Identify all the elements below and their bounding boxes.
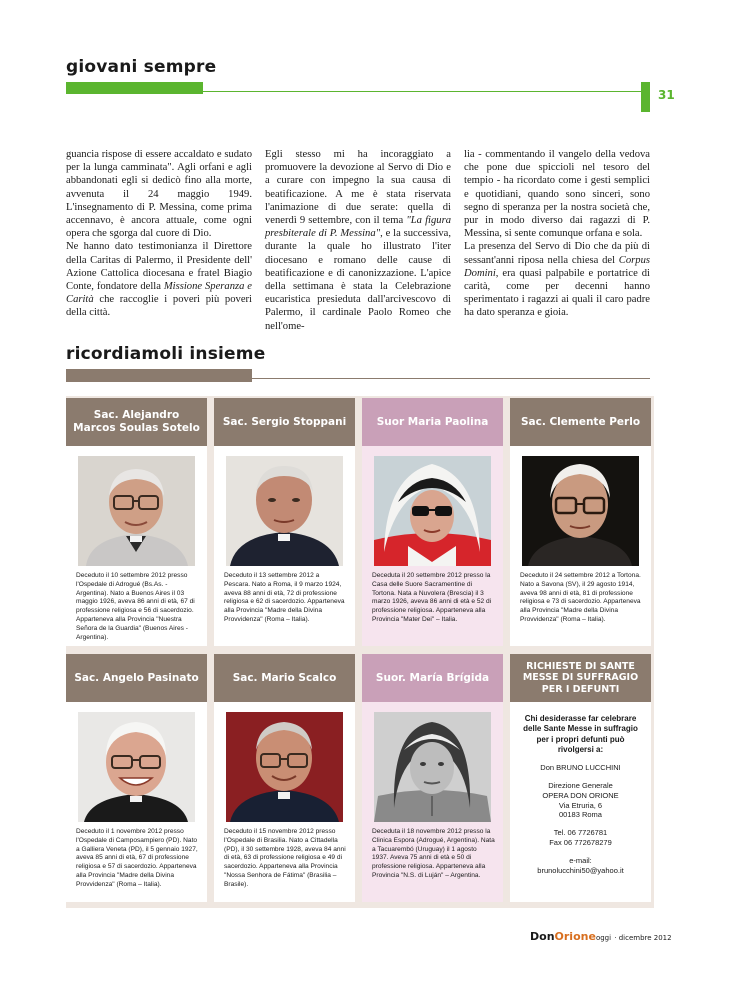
memorial-card-name: Sac. Sergio Stoppani [214, 398, 355, 446]
memorial-card-body [66, 446, 207, 646]
memorial-card-body [214, 446, 355, 646]
footer-brand-don: Don [530, 930, 555, 943]
footer-brand-orione: Orione [554, 930, 596, 943]
memorial-card-caption: Deceduto il 24 settembre 2012 a Tortona. Nato a Savona (SV), il 29 agosto 1914, aveva 98 anni di età, 81 di professione religiosa e 73 di sacerdozio. Apparteneva alla Provincia "Madre della Divina Provvidenza" (Roma – Italia). [520, 572, 641, 623]
memorial-accent-bar [66, 369, 252, 382]
email-label: e-mail: [569, 855, 592, 865]
portrait-photo [226, 712, 343, 822]
mass-request-card [510, 654, 651, 902]
memorial-card [66, 398, 207, 646]
memorial-card-caption: Deceduto il 15 novembre 2012 presso l'Ospedale di Brasilia. Nato a Cittadella (PD), il 30 settembre 1928, aveva 84 anni di età, 63 di professione religiosa e 49 di sacerdozio. Apparteneva alla Provincia "Nossa Senhora de Fátima" (Brasilia – Brasile). [224, 828, 346, 888]
memorial-card-name: Suor Maria Paolina [362, 398, 503, 446]
section-accent-bar [66, 82, 203, 94]
portrait-photo [226, 456, 343, 566]
portrait-priest-glasses-image [226, 712, 343, 822]
memorial-card-name: Sac. Clemente Perlo [510, 398, 651, 446]
address-line: Via Etruria, 6 [558, 800, 603, 810]
memorial-card [362, 398, 503, 646]
article-paragraph: Ne hanno dato testimonianza il Direttore della Caritas di Palermo, il Presidente dell' Azione Cattolica diocesana e fratel Biagio Conte, fondatore della Missione Speranza e Carità che raccoglie i poveri più poveri della città. [66, 241, 253, 319]
address-line: 00183 Roma [559, 810, 602, 820]
memorial-card [214, 654, 355, 902]
section-title-giovani-sempre: giovani sempre [66, 57, 217, 77]
mass-request-intro: Chi desiderasse far celebrare delle Sante Messe in suffragio per i propri defunti può rivolgersi a: [523, 714, 638, 754]
memorial-card-body [214, 702, 355, 902]
article-paragraph: lia - commentando il vangelo della vedova che pone due spiccioli nel tesoro del tempio - ha ricordato come i gesti semplici e quotidiani, quando sono sinceri, sono segno di speranza per la nostra società che, pur in modo diverso dai ragazzi di P. Messina, si sente comunque orfana e sola. [464, 149, 650, 240]
address-line: Direzione Generale [548, 780, 613, 790]
memorial-card-name: Sac. Mario Scalco [214, 654, 355, 702]
article-column-2 [265, 148, 451, 333]
article-emphasis: "La figura presbiterale di P. Messina" [265, 215, 451, 240]
memorial-divider-line [252, 378, 650, 379]
portrait-priest-image [226, 456, 343, 566]
article-column-1 [66, 148, 252, 320]
contact-email-link[interactable]: brunolucchini50@yahoo.it [537, 865, 624, 875]
section-divider-line [203, 91, 641, 92]
contact-fax: Fax 06 772678279 [549, 837, 612, 847]
contact-name: Don BRUNO LUCCHINI [540, 763, 621, 773]
portrait-priest-glasses-image [78, 456, 195, 566]
article-emphasis: Corpus Domini [464, 254, 650, 279]
memorial-card [66, 654, 207, 902]
portrait-priest-glasses-image [522, 456, 639, 566]
memorial-card [362, 654, 503, 902]
portrait-photo [78, 456, 195, 566]
portrait-photo [374, 712, 491, 822]
page-number-marker [641, 82, 650, 112]
memorial-card-name: Sac. Angelo Pasinato [66, 654, 207, 702]
portrait-sister-image [374, 712, 491, 822]
mass-request-body [510, 702, 651, 902]
portrait-priest-smiling-image [78, 712, 195, 822]
memorial-card-caption: Deceduto il 13 settembre 2012 a Pescara. Nato a Roma, il 9 marzo 1924, aveva 88 anni di età, 72 di professione religiosa e 62 di sacerdozio. Apparteneva alla Provincia "Madre della Divina Provvidenza" (Roma – Italia). [224, 572, 345, 623]
memorial-card-body [362, 702, 503, 902]
portrait-photo [374, 456, 491, 566]
portrait-sister-sunglasses-image [374, 456, 491, 566]
portrait-photo [522, 456, 639, 566]
section-title-ricordiamoli-insieme: ricordiamoli insieme [66, 344, 266, 364]
address-line: OPERA DON ORIONE [542, 790, 619, 800]
footer-brand-oggi: oggi [595, 934, 612, 942]
article-paragraph: guancia rispose di essere accaldato e sudato per la lunga camminata". Agli orfani e agli abbandonati egli si dedicò fino alla morte, avvenuta il 24 maggio 1949. L'insegnamento di P. Messina, come prima accennavo, è ancora attuale, come ogni opera che sgorga dal cuore di Dio. [66, 149, 252, 240]
article-paragraph: Egli stesso mi ha incoraggiato a promuovere la devozione al Servo di Dio e a curare con impegno la sua causa di beatificazione. A me è stata riservata l'animazione di due serate: quella di venerdì 9 settembre, con il tema "La figura presbiterale di P. Messina", e la successiva, durante la quale ho illustrato l'iter diocesano e romano delle cause di beatificazione e di canonizzazione. L'apice della settimana è stata la Celebrazione eucaristica presieduta dall'arcivescovo di Palermo, il cardinale Paolo Romeo che nell'ome- [265, 149, 451, 332]
portrait-photo [78, 712, 195, 822]
mass-request-title: RICHIESTE DI SANTE MESSE DI SUFFRAGIO PER I DEFUNTI [510, 654, 651, 702]
article-column-3 [464, 148, 650, 320]
memorial-card [510, 398, 651, 646]
memorial-card-caption: Deceduta il 20 settembre 2012 presso la Casa delle Suore Sacramentine di Tortona. Nata a Nuvolera (Brescia) il 3 marzo 1926, aveva 86 anni di età e 52 di professione religiosa. Apparteneva alla Provincia "Mater Dei" – Italia. [372, 572, 492, 623]
memorial-card-body [66, 702, 207, 902]
memorial-card-caption: Deceduto il 1 novembre 2012 presso l'Ospedale di Camposampiero (PD). Nato a Galliera Veneta (PD), il 5 gennaio 1927, aveva 85 anni di età, 67 di professione religiosa e 57 di sacerdozio. Apparteneva alla Provincia "Madre della Divina Provvidenza" (Roma – Italia). [76, 828, 198, 888]
memorial-card-body [362, 446, 503, 646]
memorial-card-name: Suor. María Brígida [362, 654, 503, 702]
footer-issue-date: dicembre 2012 [618, 934, 672, 942]
memorial-card-caption: Deceduto il 10 settembre 2012 presso l'Ospedale di Adrogué (Bs.As. - Argentina). Nato a Buenos Aires il 03 maggio 1926, aveva 86 anni di età, 67 di professione religiosa e 56 di sacerdozio. Apparteneva alla Provincia "Nuestra Señora de la Guardia" (Buenos Aires - Argentina). [76, 572, 195, 641]
page-number: 31 [658, 88, 675, 102]
memorial-card [214, 398, 355, 646]
contact-phone: Tel. 06 7726781 [553, 828, 608, 838]
memorial-card-name: Sac. Alejandro Marcos Soulas Sotelo [66, 398, 207, 446]
memorial-card-body [510, 446, 651, 646]
memorial-card-caption: Deceduta il 18 novembre 2012 presso la Clinica Espora (Adrogué, Argentina). Nata a Tacuarembó (Uruguay) il 1 agosto 1937. Aveva 75 anni di età e 50 di professione religiosa. Apparteneva alla Provincia "N.S. di Luján" – Argentina. [372, 828, 495, 879]
magazine-footer: DonOrioneoggi · dicembre 2012 [530, 930, 672, 943]
article-paragraph: La presenza del Servo di Dio che da più di sessant'anni riposa nella chiesa del Corpus Domini, era quasi palpabile e portatrice di carità, come per decenni hanno sperimentato i ragazzi ai quali il caro padre ha dato speranza e gioia. [464, 241, 650, 319]
article-emphasis: Missione Speranza e Carità [66, 281, 253, 306]
